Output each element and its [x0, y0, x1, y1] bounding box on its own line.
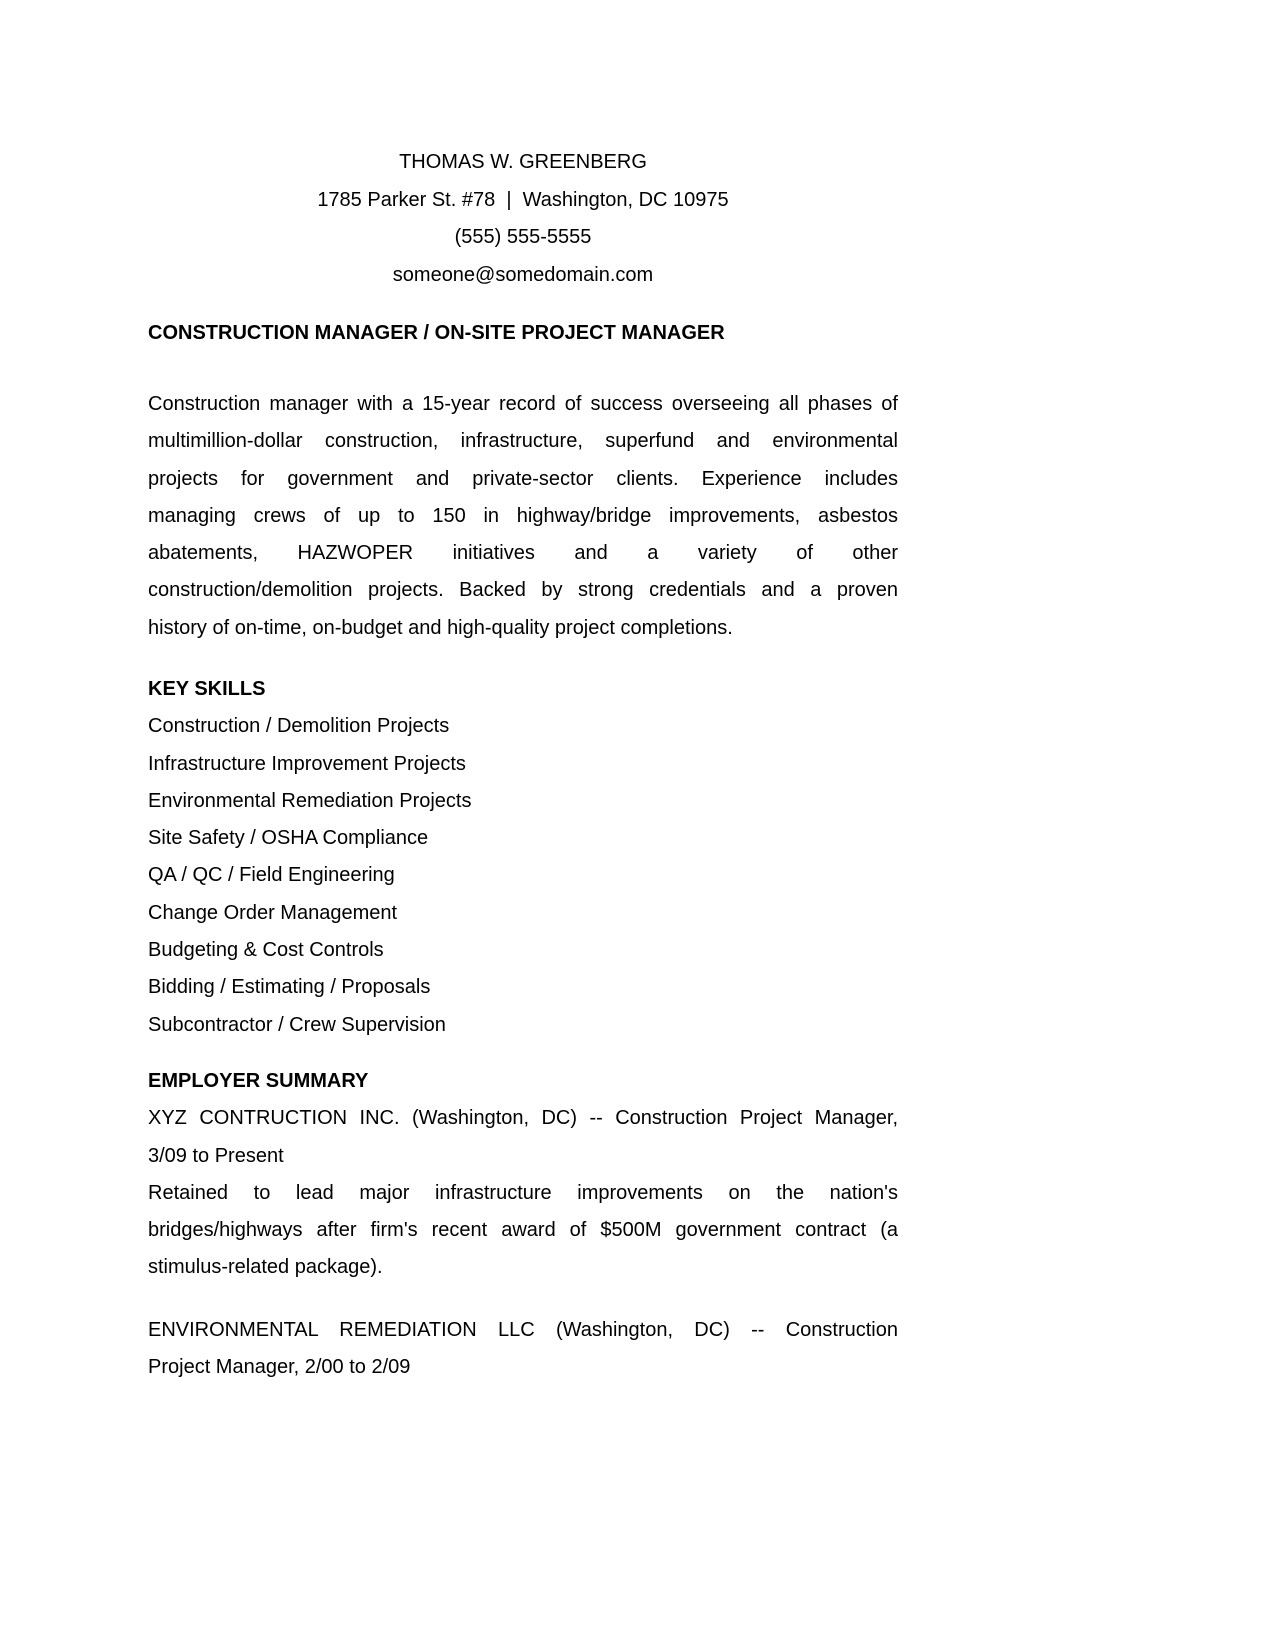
summary-line: managing crews of up to 150 in highway/bridge improvements, asbestos	[148, 504, 898, 527]
job-title-line: 3/09 to Present	[148, 1144, 284, 1167]
skill-item: Construction / Demolition Projects	[148, 715, 450, 738]
skill-item: Bidding / Estimating / Proposals	[148, 976, 431, 999]
summary-line: history of on-time, on-budget and high-quality project completions.	[148, 616, 733, 639]
key-skills-section	[148, 671, 898, 1044]
job-description-line: bridges/highways after firm's recent award of $500M government contract (a	[148, 1219, 898, 1242]
summary-line: projects for government and private-sector clients. Experience includes	[148, 467, 898, 490]
skill-item: Site Safety / OSHA Compliance	[148, 827, 429, 850]
employer-summary-section	[148, 1063, 898, 1287]
job-description-line: stimulus-related package).	[148, 1256, 383, 1279]
job-title-line: ENVIRONMENTAL REMEDIATION LLC (Washington, DC) -- Construction	[148, 1319, 898, 1341]
skill-item: Infrastructure Improvement Projects	[148, 752, 466, 775]
summary-line: abatements, HAZWOPER initiatives and a variety of other	[148, 542, 898, 565]
employer-entry-2	[148, 1312, 898, 1387]
section-heading: KEY SKILLS	[148, 678, 266, 700]
applicant-phone: (555) 555-5555	[454, 226, 592, 248]
summary-section	[148, 386, 898, 647]
job-title-line: XYZ CONTRUCTION INC. (Washington, DC) -- Construction Project Manager,	[148, 1107, 898, 1130]
job-title-line: Project Manager, 2/00 to 2/09	[148, 1356, 411, 1379]
skill-item: QA / QC / Field Engineering	[148, 864, 395, 887]
contact-header	[148, 144, 898, 294]
summary-line: Construction manager with a 15-year record of success overseeing all phases of	[148, 393, 898, 415]
headline: CONSTRUCTION MANAGER / ON-SITE PROJECT MANAGER	[148, 322, 725, 344]
skill-item: Budgeting & Cost Controls	[148, 939, 384, 962]
section-heading: EMPLOYER SUMMARY	[148, 1070, 369, 1092]
skill-item: Environmental Remediation Projects	[148, 789, 472, 812]
headline-section	[148, 315, 898, 352]
job-description-line: Retained to lead major infrastructure improvements on the nation's	[148, 1181, 898, 1204]
applicant-address: 1785 Parker St. #78 | Washington, DC 10975	[317, 188, 729, 211]
applicant-email: someone@somedomain.com	[392, 263, 654, 286]
summary-line: multimillion-dollar construction, infrastructure, superfund and environmental	[148, 430, 898, 453]
skill-item: Subcontractor / Crew Supervision	[148, 1013, 446, 1036]
skill-item: Change Order Management	[148, 901, 398, 924]
applicant-name: THOMAS W. GREENBERG	[399, 151, 647, 173]
summary-line: construction/demolition projects. Backed by strong credentials and a proven	[148, 579, 898, 602]
